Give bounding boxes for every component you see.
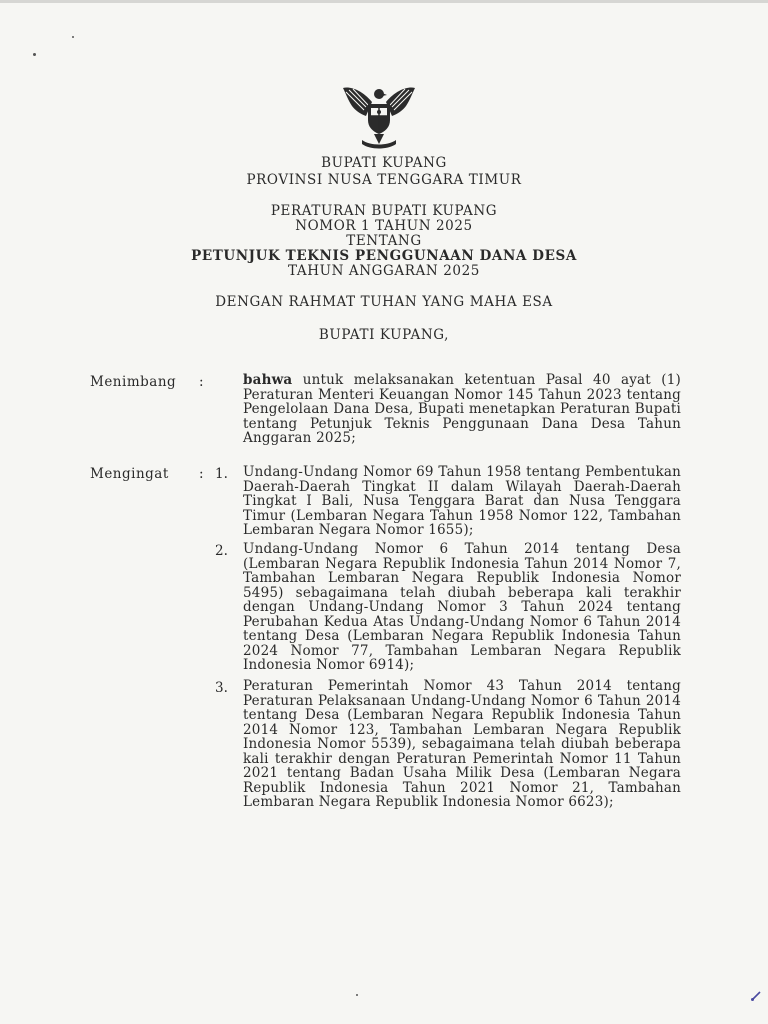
mengingat-colon: : <box>199 466 204 482</box>
menimbang-body: untuk melaksanakan ketentuan Pasal 40 ayat (1) Peraturan Menteri Keuangan Nomor 145 Tahun 2023 tentang Pengelolaan Dana Desa, Bupati menetapkan Peraturan Bupati tentang Petunjuk Teknis Penggunaan Dana Desa Tahun Anggaran 2025; <box>243 372 682 446</box>
title-number: NOMOR 1 TAHUN 2025 <box>295 218 473 234</box>
title-subject: PETUNJUK TEKNIS PENGGUNAAN DANA DESA <box>191 248 577 264</box>
pen-mark-icon <box>750 990 762 1002</box>
mengingat-label: Mengingat <box>90 466 169 482</box>
header-line-provinsi: PROVINSI NUSA TENGGARA TIMUR <box>246 172 522 188</box>
mengingat-item-text: Peraturan Pemerintah Nomor 43 Tahun 2014 tentang Peraturan Pelaksanaan Undang-Undang Nomor 6 Tahun 2014 tentang Desa (Lembaran Negara Republik Indonesia Tahun 2014 Nomor 123, Tambahan Lembaran Negara Republik Indonesia Nomor 5539), sebagaimana telah diubah beberapa kali terakhir dengan Peraturan Pemerintah Nomor 11 Tahun 2021 tentang Badan Usaha Milik Desa (Lembaran Negara Republik Indonesia Tahun 2021 Nomor 21, Tambahan Lembaran Negara Republik Indonesia Nomor 6623); <box>243 678 681 810</box>
mengingat-item-text: Undang-Undang Nomor 69 Tahun 1958 tentang Pembentukan Daerah-Daerah Tingkat II dalam Wilayah Daerah-Daerah Tingkat I Bali, Nusa Tenggara Barat dan Nusa Tenggara Timur (Lembaran Negara Tahun 1958 Nomor 122, Tambahan Lembaran Negara Nomor 1655); <box>243 464 681 538</box>
mengingat-item-number: 3. <box>215 680 228 696</box>
preamble-rahmat: DENGAN RAHMAT TUHAN YANG MAHA ESA <box>215 294 553 310</box>
scan-speck <box>356 994 358 996</box>
title-year: TAHUN ANGGARAN 2025 <box>288 263 480 279</box>
mengingat-item-number: 1. <box>215 466 228 482</box>
garuda-emblem-icon <box>338 80 420 152</box>
scan-speck <box>33 53 36 56</box>
header-line-bupati: BUPATI KUPANG <box>321 155 447 171</box>
menimbang-lead: bahwa <box>243 372 293 388</box>
menimbang-text <box>243 373 681 446</box>
title-regulation: PERATURAN BUPATI KUPANG <box>270 203 498 219</box>
mengingat-item-number: 2. <box>215 543 228 559</box>
mengingat-item-text: Undang-Undang Nomor 6 Tahun 2014 tentang Desa (Lembaran Negara Republik Indonesia Tahun 2014 Nomor 7, Tambahan Lembaran Negara Republik Indonesia Nomor 5495) sebagaimana telah diubah beberapa kali terakhir dengan Undang-Undang Nomor 3 Tahun 2024 tentang Perubahan Kedua Atas Undang-Undang Nomor 6 Tahun 2014 tentang Desa (Lembaran Negara Republik Indonesia Tahun 2024 Nomor 77, Tambahan Lembaran Negara Republik Indonesia Nomor 6914); <box>243 541 681 673</box>
menimbang-colon: : <box>199 374 204 390</box>
preamble-bupati: BUPATI KUPANG, <box>318 327 450 343</box>
scan-top-edge <box>0 0 768 3</box>
title-tentang: TENTANG <box>346 233 422 249</box>
menimbang-label: Menimbang <box>90 374 177 390</box>
scan-speck <box>72 36 74 38</box>
